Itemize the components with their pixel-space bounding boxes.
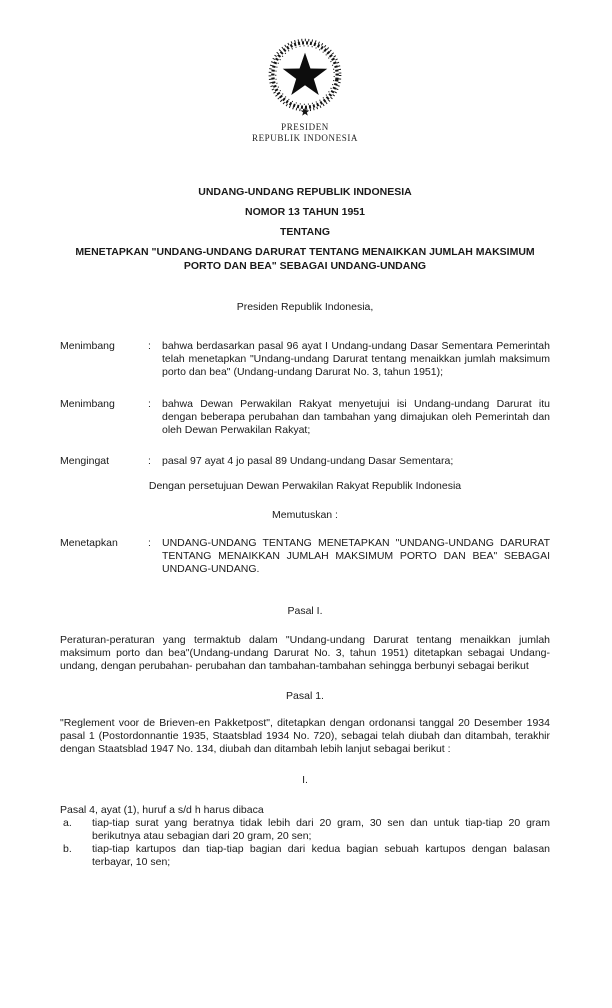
org-name-presiden: PRESIDEN bbox=[281, 122, 329, 132]
pasal-1-heading: Pasal 1. bbox=[286, 690, 324, 702]
org-name-republik-indonesia: REPUBLIK INDONESIA bbox=[251, 133, 359, 143]
salutation: Presiden Republik Indonesia, bbox=[236, 301, 374, 313]
pasal-4-intro: Pasal 4, ayat (1), huruf a s/d h harus dibaca bbox=[60, 804, 264, 816]
clause-label: Mengingat bbox=[60, 455, 110, 467]
clause-menimbang-1 bbox=[60, 340, 550, 379]
clause-colon: : bbox=[148, 398, 151, 410]
clause-label: Menimbang bbox=[60, 398, 115, 410]
clause-label: Menetapkan bbox=[60, 537, 118, 549]
tariff-list bbox=[60, 817, 550, 869]
clause-menetapkan bbox=[60, 537, 550, 576]
star-icon bbox=[283, 53, 328, 95]
list-item-b bbox=[60, 843, 550, 869]
pasal-1-paragraph: "Reglement voor de Brieven-en Pakketpost", ditetapkan dengan ordonansi tanggal 20 Desember 1934 pasal 1 (Postordonnantie 1935, Staatsblad 1934 No. 720), sebagai telah diubah dan ditambah, terakhir dengan Staatsblad 1947 No. 134, diubah dan ditambah lebih lanjut sebagai berikut : bbox=[60, 717, 550, 755]
clause-colon: : bbox=[148, 537, 151, 549]
clause-text: bahwa berdasarkan pasal 96 ayat I Undang-undang Dasar Sementara Pemerintah telah menetapkan "Undang-undang Darurat tentang menaikkan jumlah maksimum porto dan bea" (Undang-undang Darurat No. 3, tahun 1951); bbox=[162, 340, 550, 378]
clause-text: UNDANG-UNDANG TENTANG MENETAPKAN "UNDANG-UNDANG DARURAT TENTANG MENAIKKAN JUMLAH MAKSIMUM PORTO DAN BEA" SEBAGAI UNDANG-UNDANG. bbox=[162, 537, 550, 575]
law-title-line1: UNDANG-UNDANG REPUBLIK INDONESIA bbox=[198, 186, 412, 198]
list-marker: b. bbox=[63, 843, 72, 855]
agreement-line: Dengan persetujuan Dewan Perwakilan Rakyat Republik Indonesia bbox=[148, 480, 462, 492]
clause-text: pasal 97 ayat 4 jo pasal 89 Undang-undang Dasar Sementara; bbox=[162, 455, 454, 467]
list-item-text: tiap-tiap surat yang beratnya tidak lebih dari 20 gram, 30 sen dan untuk tiap-tiap 20 gram berikutnya atau sebagian dari 20 gram, 20 sen; bbox=[92, 817, 550, 842]
pasal-roman-paragraph: Peraturan-peraturan yang termaktub dalam "Undang-undang Darurat tentang menaikkan jumlah maksimum porto dan bea"(Undang-undang Darurat No. 3, tahun 1951) ditetapkan sebagai Undang-undang, dengan perubahan- perubahan dan tambahan-tambahan sehingga berbunyi sebagai berikut bbox=[60, 634, 550, 672]
clause-colon: : bbox=[148, 340, 151, 352]
clause-label: Menimbang bbox=[60, 340, 115, 352]
list-marker: a. bbox=[63, 817, 72, 829]
section-roman-heading: I. bbox=[302, 774, 308, 786]
law-tentang-line: TENTANG bbox=[280, 226, 330, 238]
clause-menimbang-2 bbox=[60, 398, 550, 437]
clause-colon: : bbox=[148, 455, 151, 467]
document-header bbox=[60, 36, 550, 144]
list-item-a bbox=[60, 817, 550, 843]
list-item-text: tiap-tiap kartupos dan tiap-tiap bagian dari kedua bagian sebuah kartupos dengan balasan terbayar, 10 sen; bbox=[92, 843, 550, 868]
decision-heading: Memutuskan : bbox=[272, 509, 338, 521]
clause-text: bahwa Dewan Perwakilan Rakyat menyetujui isi Undang-undang Darurat itu dengan beberapa perubahan dan tambahan yang dimajukan oleh Pemerintah dan oleh Dewan Perwakilan Rakyat; bbox=[162, 398, 550, 436]
clause-mengingat bbox=[60, 455, 550, 468]
law-title-block bbox=[60, 186, 550, 273]
law-subject-line: MENETAPKAN "UNDANG-UNDANG DARURAT TENTANG MENAIKKAN JUMLAH MAKSIMUM PORTO DAN BEA" SEBAGAI UNDANG-UNDANG bbox=[75, 246, 535, 272]
law-number-line: NOMOR 13 TAHUN 1951 bbox=[244, 206, 365, 218]
presidential-seal-icon bbox=[266, 36, 344, 118]
pasal-roman-heading: Pasal I. bbox=[287, 605, 323, 617]
